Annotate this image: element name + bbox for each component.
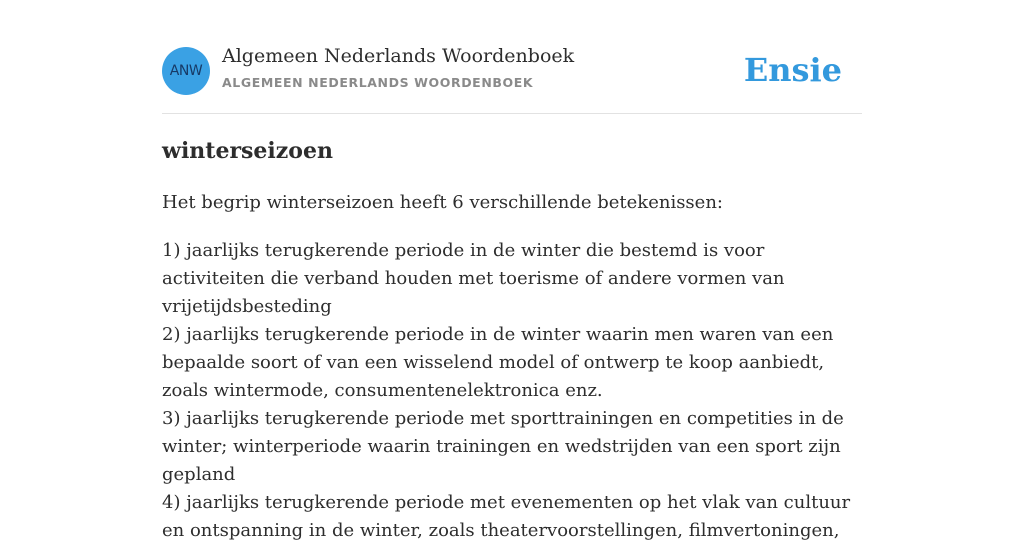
ensie-logo[interactable]: Ensie <box>743 51 842 89</box>
dictionary-header <box>162 0 862 114</box>
meanings-intro: Het begrip winterseizoen heeft 6 verschillende betekenissen: <box>162 192 723 213</box>
meaning-item: 2) jaarlijks terugkerende periode in de winter waarin men waren van een bepaalde soort of van een wisselend model of ontwerp te koop aanbiedt, zoals wintermode, consumentenelektronica enz. <box>162 324 834 401</box>
anw-logo-text: ANW <box>169 63 203 79</box>
meaning-item: 1) jaarlijks terugkerende periode in de winter die bestemd is voor activiteiten die verband houden met toerisme of andere vormen van vrijetijdsbesteding <box>162 240 785 317</box>
dictionary-subtitle: ALGEMEEN NEDERLANDS WOORDENBOEK <box>222 75 534 90</box>
content-container <box>162 0 862 541</box>
anw-logo[interactable] <box>162 47 210 95</box>
dictionary-title[interactable]: Algemeen Nederlands Woordenboek <box>222 45 575 67</box>
meanings-list <box>162 237 862 545</box>
word-heading: winterseizoen <box>162 138 333 164</box>
meaning-item: 3) jaarlijks terugkerende periode met sporttrainingen en competities in de winter; winterperiode waarin trainingen en wedstrijden van een sport zijn gepland <box>162 408 844 485</box>
meaning-item: 4) jaarlijks terugkerende periode met evenementen op het vlak van cultuur en ontspanning in de winter, zoals theatervoorstellingen, filmvertoningen, <box>162 492 851 541</box>
